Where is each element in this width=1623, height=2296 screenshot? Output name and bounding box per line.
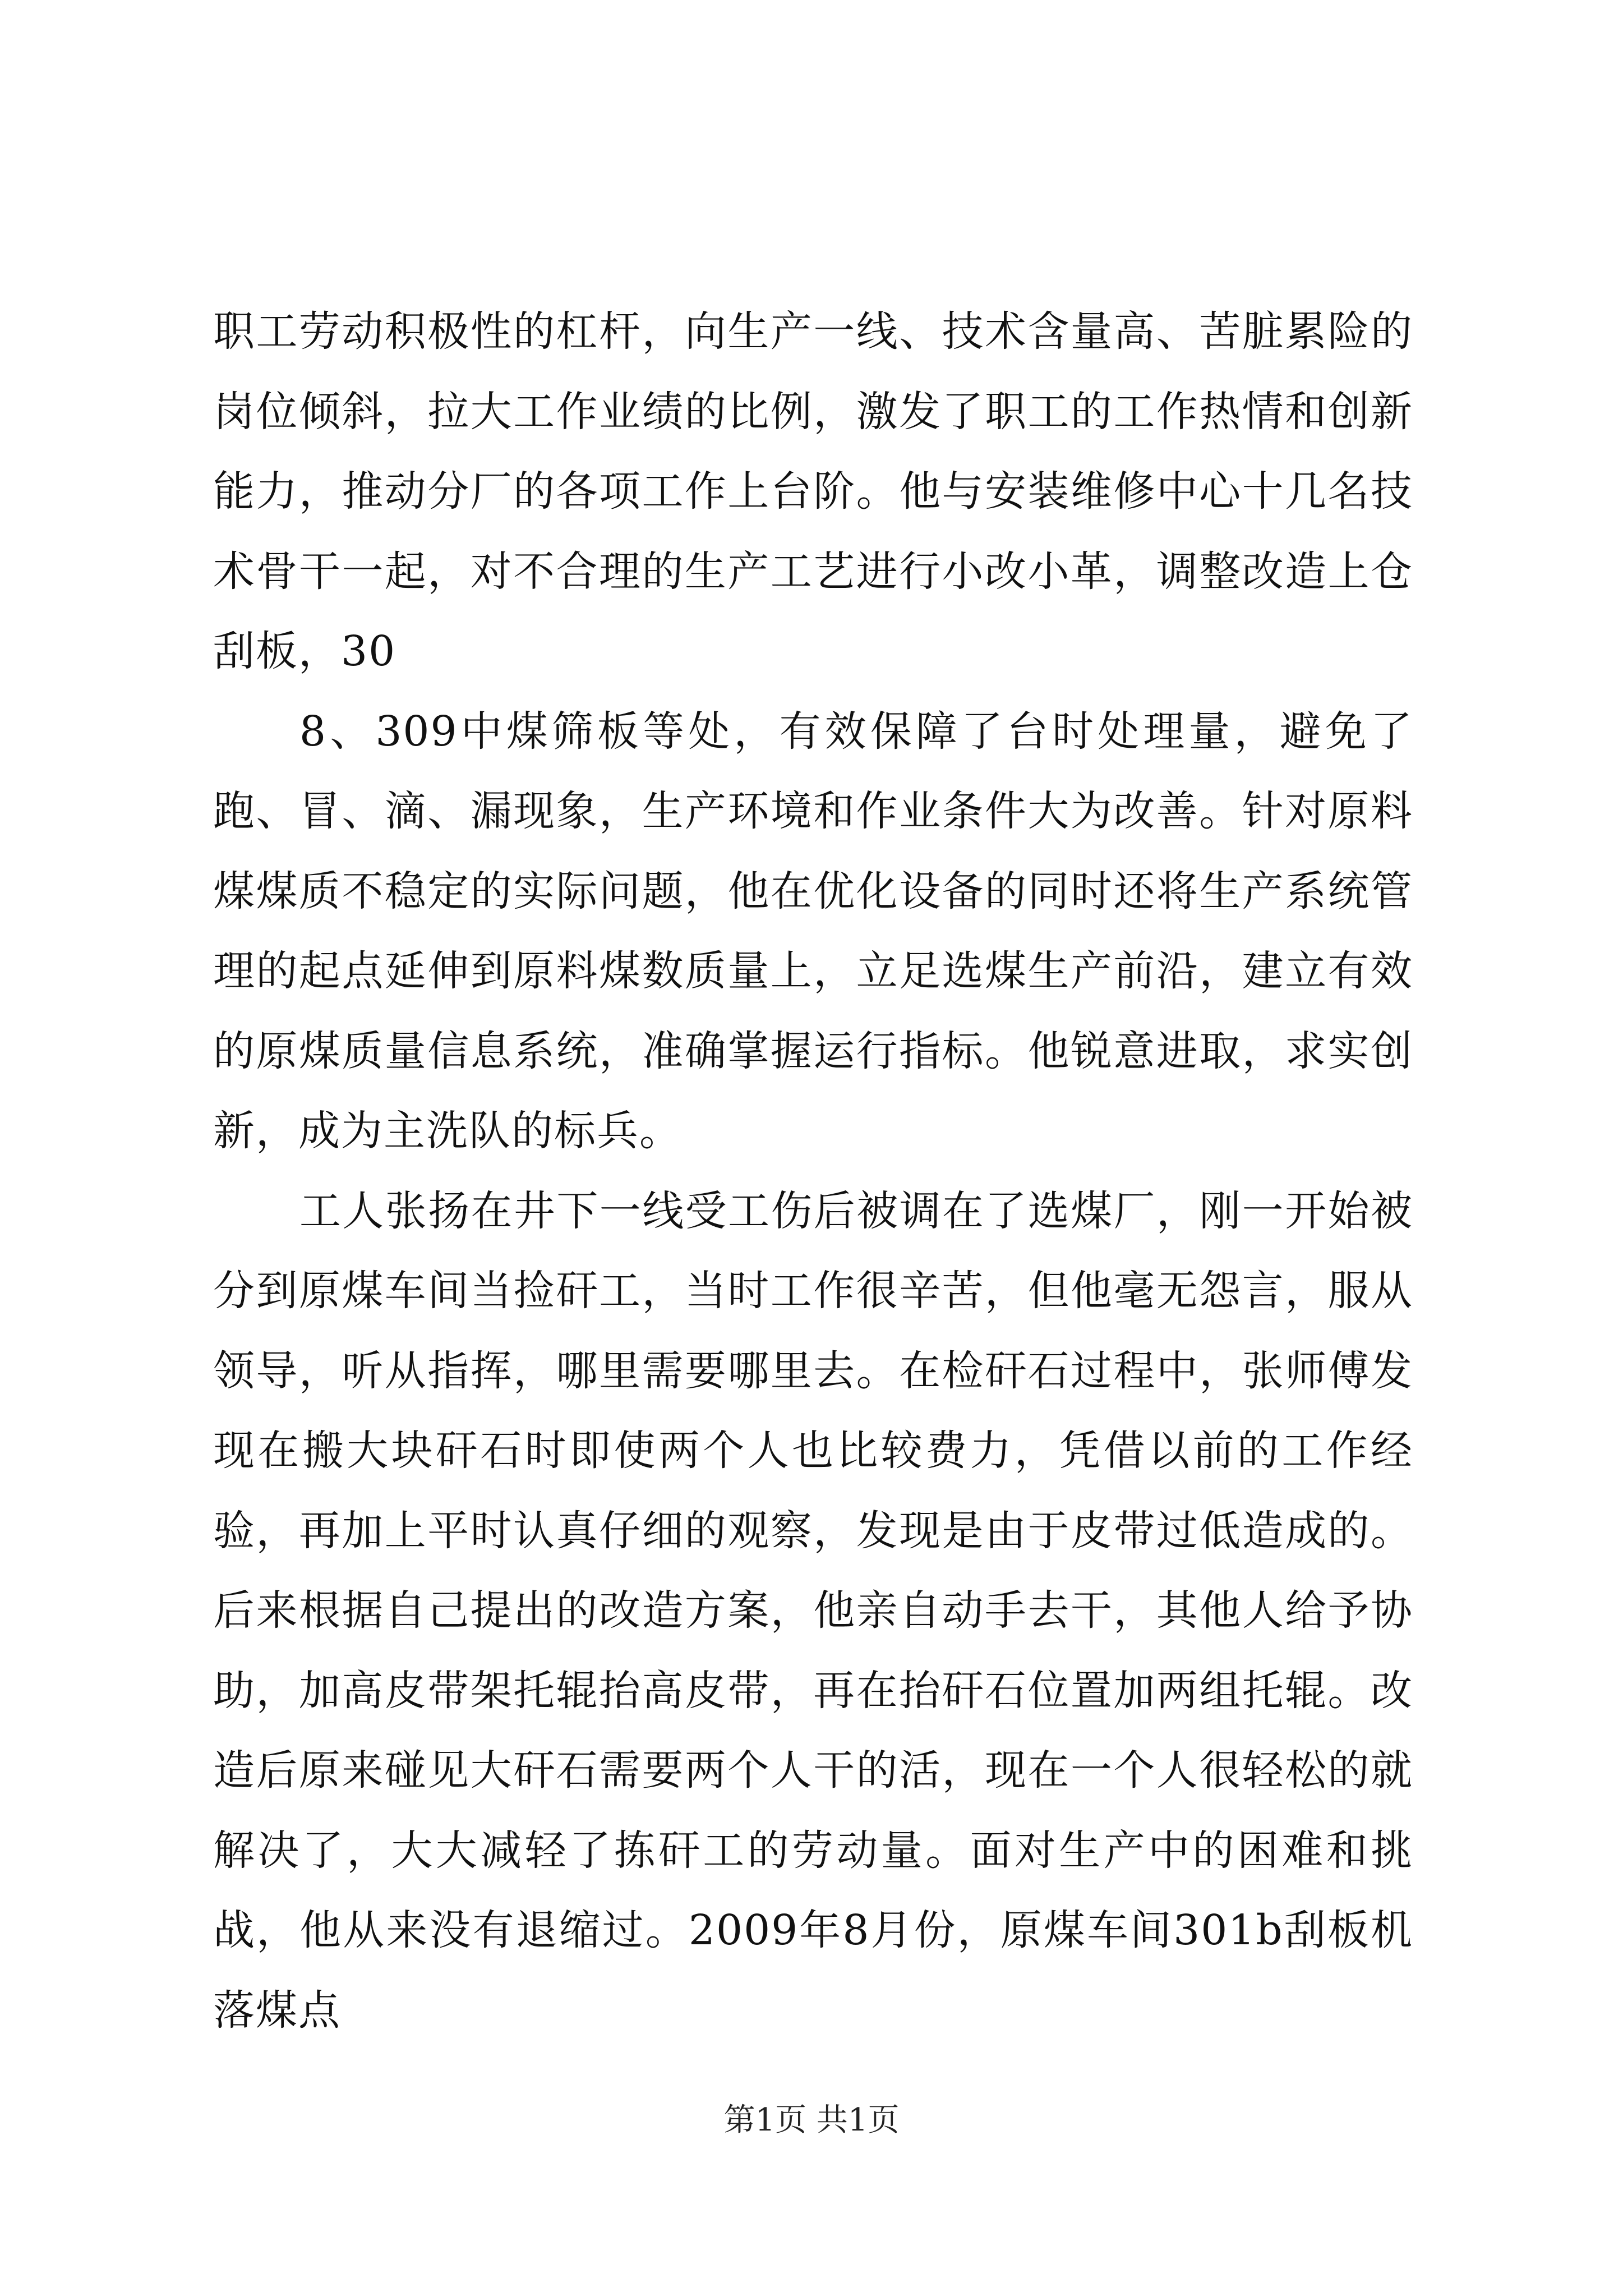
page-footer: 第1页 共1页 [723,2102,900,2138]
document-body [213,292,1413,2050]
paragraph-3: 工人张扬在井下一线受工伤后被调在了选煤厂，刚一开始被分到原煤车间当捡矸工，当时工作很辛苦，但他毫无怨言，服从领导，听从指挥，哪里需要哪里去。在检矸石过程中，张师傅发现在搬大块矸石时即使两个人也比较费力，凭借以前的工作经验，再加上平时认真仔细的观察，发现是由于皮带过低造成的。后来根据自己提出的改造方案，他亲自动手去干，其他人给予协助，加高皮带架托辊抬高皮带，再在抬矸石位置加两组托辊。改造后原来碰见大矸石需要两个人干的活，现在一个人很轻松的就解决了，大大减轻了拣矸工的劳动量。面对生产中的困难和挑战，他从来没有退缩过。2009年8月份，原煤车间301b刮板机落煤点 [213,1186,1413,2035]
paragraph-2: 8、309中煤筛板等处，有效保障了台时处理量，避免了跑、冒、滴、漏现象，生产环境和作业条件大为改善。针对原料煤煤质不稳定的实际问题，他在优化设备的同时还将生产系统管理的起点延伸到原料煤数质量上，立足选煤生产前沿，建立有效的原煤质量信息系统，准确掌握运行指标。他锐意进取，求实创新，成为主洗队的标兵。 [213,707,1413,1155]
paragraph-1: 职工劳动积极性的杠杆，向生产一线、技术含量高、苦脏累险的岗位倾斜，拉大工作业绩的比例，激发了职工的工作热情和创新能力，推动分厂的各项工作上台阶。他与安装维修中心十几名技术骨干一起，对不合理的生产工艺进行小改小革，调整改造上仓刮板，30 [213,307,1413,675]
